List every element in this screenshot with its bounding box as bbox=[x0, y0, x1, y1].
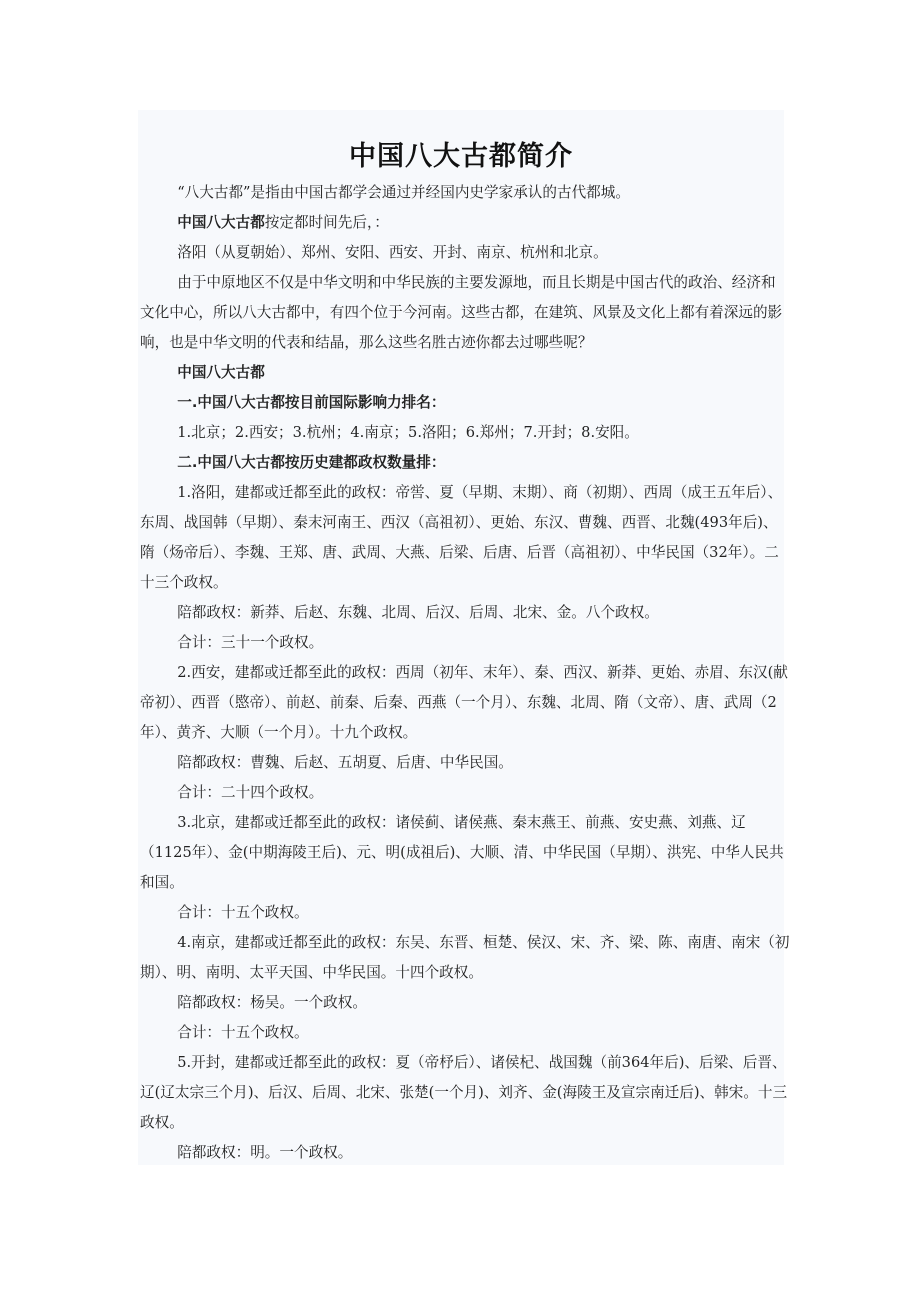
count-heading: 二.中国八大古都按历史建都政权数量排： bbox=[177, 454, 446, 471]
order-list: 洛阳（从夏朝始）、郑州、安阳、西安、开封、南京、杭州和北京。 bbox=[177, 244, 608, 261]
beijing-total: 合计：十五个政权。 bbox=[177, 904, 309, 921]
document-page bbox=[138, 110, 790, 1165]
xian-total: 合计：二十四个政权。 bbox=[177, 784, 324, 801]
section-heading: 中国八大古都 bbox=[177, 364, 265, 381]
page-title: 中国八大古都简介 bbox=[349, 141, 573, 172]
background-paragraph: 由于中原地区不仅是中华文明和中华民族的主要发源地，而且长期是中国古代的政治、经济和文化中心，所以八大古都中，有四个位于今河南。这些古都，在建筑、风景及文化上都有着深远的影响，也是中华文明的代表和结晶，那么这些名胜古迹你都去过哪些呢？ bbox=[140, 274, 783, 351]
rank-heading: 一.中国八大古都按目前国际影响力排名： bbox=[177, 394, 446, 411]
kaifeng-paragraph: 5.开封，建都或迁都至此的政权：夏（帝杼后）、诸侯杞、战国魏（前364年后)、后梁、后晋、辽(辽太宗三个月)、后汉、后周、北宋、张楚(一个月)、刘齐、金(海陵王及宣宗南迁后)、韩宋。十三政权。 bbox=[140, 1054, 788, 1131]
intro-paragraph: “八大古都”是指由中国古都学会通过并经国内史学家承认的古代都城。 bbox=[177, 184, 630, 201]
kaifeng-accompany: 陪都政权：明。一个政权。 bbox=[177, 1144, 353, 1161]
luoyang-accompany: 陪都政权：新莽、后赵、东魏、北周、后汉、后周、北宋、金。八个政权。 bbox=[177, 604, 659, 621]
order-label: 中国八大古都 bbox=[177, 214, 265, 231]
xian-paragraph: 2.西安，建都或迁都至此的政权：西周（初年、末年）、秦、西汉、新莽、更始、赤眉、东汉(献帝初）、西晋（愍帝）、前赵、前秦、后秦、西燕（一个月）、东魏、北周、隋（文帝）、唐、武周（2年）、黄齐、大顺（一个月）。十九个政权。 bbox=[140, 664, 788, 741]
document-body bbox=[140, 178, 790, 1168]
nanjing-accompany: 陪都政权：杨吴。一个政权。 bbox=[177, 994, 367, 1011]
nanjing-total: 合计：十五个政权。 bbox=[177, 1024, 309, 1041]
xian-accompany: 陪都政权：曹魏、后赵、五胡夏、后唐、中华民国。 bbox=[177, 754, 513, 771]
order-paragraph bbox=[140, 208, 790, 238]
beijing-paragraph: 3.北京，建都或迁都至此的政权：诸侯蓟、诸侯燕、秦末燕王、前燕、安史燕、刘燕、辽（1125年）、金(中期海陵王后)、元、明(成祖后)、大顺、清、中华民国（早期）、洪宪、中华人民共和国。 bbox=[140, 814, 784, 891]
luoyang-total: 合计：三十一个政权。 bbox=[177, 634, 324, 651]
luoyang-paragraph: 1.洛阳，建都或迁都至此的政权：帝喾、夏（早期、末期）、商（初期）、西周（成王五年后）、东周、战国韩（早期）、秦末河南王、西汉（高祖初）、更始、东汉、曹魏、西晋、北魏(493年后)、隋（炀帝后）、李魏、王郑、唐、武周、大燕、后梁、后唐、后晋（高祖初）、中华民国（32年）。二十三个政权。 bbox=[140, 484, 783, 591]
rank-list: 1.北京；2.西安；3.杭州；4.南京；5.洛阳；6.郑州；7.开封；8.安阳。 bbox=[177, 424, 639, 441]
nanjing-paragraph: 4.南京，建都或迁都至此的政权：东吴、东晋、桓楚、侯汉、宋、齐、梁、陈、南唐、南宋（初期）、明、南明、太平天国、中华民国。十四个政权。 bbox=[140, 934, 790, 981]
order-text: 按定都时间先后，： bbox=[264, 214, 389, 231]
